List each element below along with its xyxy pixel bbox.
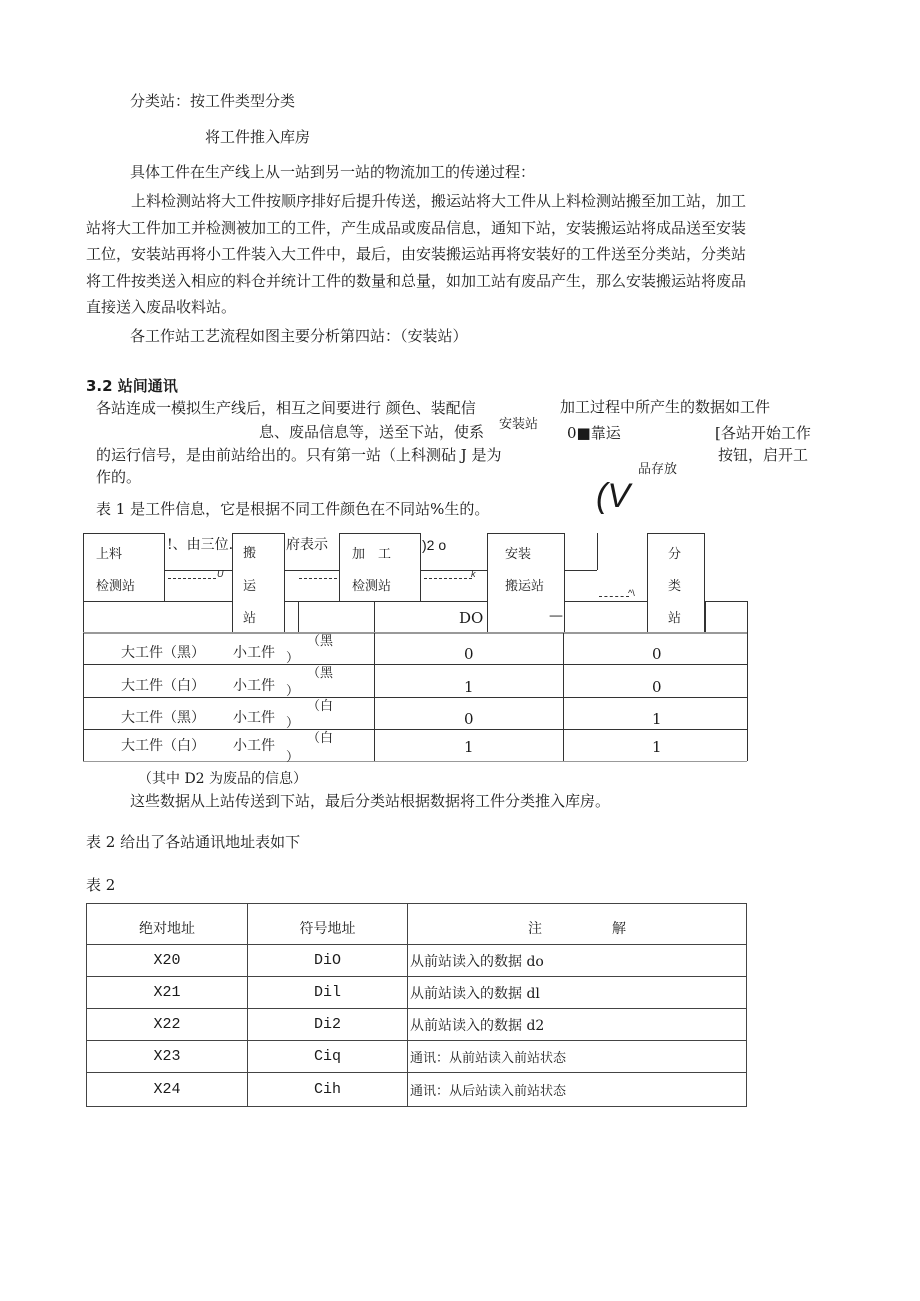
- float-start-work: [各站开始工作: [715, 424, 811, 442]
- flow-note: 各工作站工艺流程如图主要分析第四站：（安装站）: [130, 327, 468, 345]
- table-row: X23 Ciq 通讯：从前站读入前站状态: [87, 1041, 747, 1073]
- float-button-start: 按钮，启开工: [718, 446, 809, 464]
- data-transfer-line: 这些数据从上站传送到下站，最后分类站根据数据将工件分类推入库房。: [130, 792, 611, 810]
- float-process-data: 加工过程中所产生的数据如工件: [560, 398, 771, 416]
- float-anzhuang-station: 安装站: [499, 417, 539, 432]
- fragment-three-bits: !、由三位.: [167, 537, 234, 553]
- table2: [86, 903, 747, 1107]
- table1-intro: 表 1 是工件信息，它是根据不同工件颜色在不同站%生的。: [96, 500, 490, 518]
- station-loading-inspection: 上料 检测站: [83, 533, 165, 602]
- station-transport: 搬 运 站: [232, 533, 285, 633]
- intro-line-push-warehouse: 将工件推入库房: [205, 128, 311, 146]
- section-line-a: 各站连成一模拟生产线后，相互之间要进行 颜色、装配信: [96, 399, 476, 417]
- table2-label: 表 2: [86, 876, 116, 894]
- table-row: X24 Cih 通讯：从后站读入前站状态: [87, 1073, 747, 1107]
- intro-paragraph: 上料检测站将大工件按顺序排好后提升传送，搬运站将大工件从上料检测站搬至加工站，加工站将大工件加工并检测被加工的工件，产生成品或废品信息，通知下站，安装搬运站将成品送至安装工位，安装站再将小工件装入大工件中，最后，由安装搬运站再将安装好的工件送至分类站，分类站将工件按类送入相应的料仓并统计工件的数量和总量，如加工站有废品产生，那么安装搬运站将废品直接送入废品收料站。: [86, 192, 747, 316]
- header-notes: 注 解: [408, 904, 747, 945]
- table2-header-row: [87, 904, 747, 945]
- dash-mark: —: [549, 608, 563, 624]
- arrow-label-k: k: [471, 569, 476, 579]
- intro-line-process: 具体工件在生产线上从一站到另一站的物流加工的传递过程：: [130, 163, 536, 181]
- table-row: X20 DiO 从前站读入的数据 do: [87, 945, 747, 977]
- fragment-represents: 府表示: [286, 537, 328, 553]
- table-row: X22 Di2 从前站读入的数据 d2: [87, 1009, 747, 1041]
- section-line-d: 作的。: [96, 468, 142, 486]
- arrow-label-u: U: [217, 569, 224, 579]
- table-row: X21 Dil 从前站读入的数据 dl: [87, 977, 747, 1009]
- intro-line-sorting-station: 分类站：按工件类型分类: [130, 92, 296, 110]
- station-processing-inspection: 加 工 检测站: [339, 533, 421, 602]
- section-line-c: 的运行信号，是由前站给出的。只有第一站（上科测砧 J 是为: [96, 446, 502, 464]
- station-assembly-transport: 安装 搬运站: [487, 533, 565, 633]
- section-heading: 3.2 站间通讯: [86, 377, 178, 395]
- fragment-2o: )2 o: [422, 537, 447, 553]
- header-symbol-address: 符号地址: [248, 904, 408, 945]
- station-sorting: 分 类 站: [647, 533, 705, 633]
- float-pincun: 品存放: [638, 462, 678, 477]
- d0-label: DO: [459, 609, 484, 627]
- arrow-label-sort: ^\: [628, 588, 635, 598]
- header-absolute-address: 绝对地址: [87, 904, 248, 945]
- float-v-glyph: (V: [596, 477, 630, 515]
- table2-intro: 表 2 给出了各站通讯地址表如下: [86, 833, 301, 851]
- section-line-b: 息、废品信息等，送至下站，使系: [259, 423, 485, 441]
- float-kaoyun: 0■靠运: [567, 424, 621, 442]
- d2-note: （其中 D2 为废品的信息）: [138, 771, 308, 787]
